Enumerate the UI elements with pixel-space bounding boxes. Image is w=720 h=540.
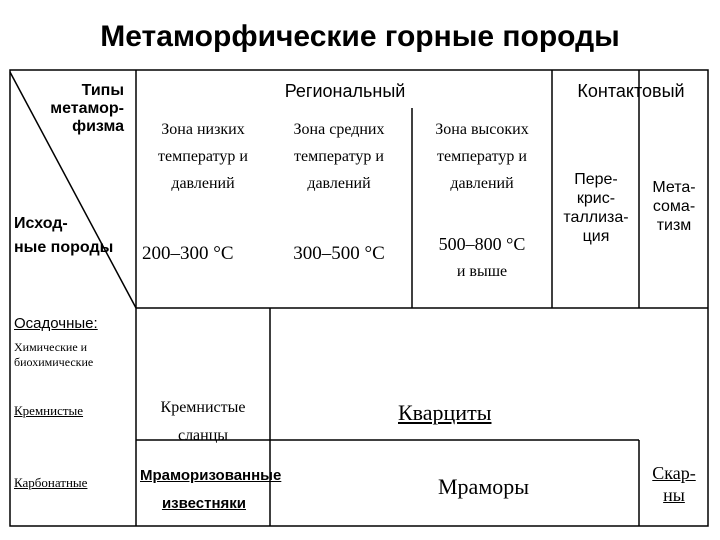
cell-marbled-limestones: Мраморизованные известняки [140,467,282,512]
row-carbonate: Карбонатные [14,475,88,490]
cell-marbles: Мраморы [438,474,530,499]
temp-mid: 300–500 °С [293,243,385,264]
temp-high: 500–800 °С и выше [438,234,526,280]
zone-mid: Зона средних температур и давлений [293,121,385,192]
contact-header: Контактовый [577,81,685,101]
temp-low: 200–300 °С [142,243,234,264]
row-chemical: Химические и биохимические [14,340,94,369]
source-rocks-label: Исход- ные породы [14,215,114,256]
metasomatism-label: Мета- сома- тизм [652,179,696,234]
regional-header: Региональный [284,81,406,101]
row-sedimentary: Осадочные: [14,315,98,332]
recrystallization-label: Пере- крис- таллиза- ция [563,171,629,245]
cell-quartzites: Кварциты [398,400,492,425]
zone-high: Зона высоких температур и давлений [435,121,529,192]
row-siliceous: Кремнистые [14,403,84,418]
page-title: Метаморфические горные породы [100,20,620,53]
zone-low: Зона низких температур и давлений [158,121,248,192]
types-label: Типы метамор- физма [50,82,124,135]
cell-siliceous-shales: Кремнистые сланцы [160,399,246,444]
cell-skarns: Скар- ны [652,463,696,505]
